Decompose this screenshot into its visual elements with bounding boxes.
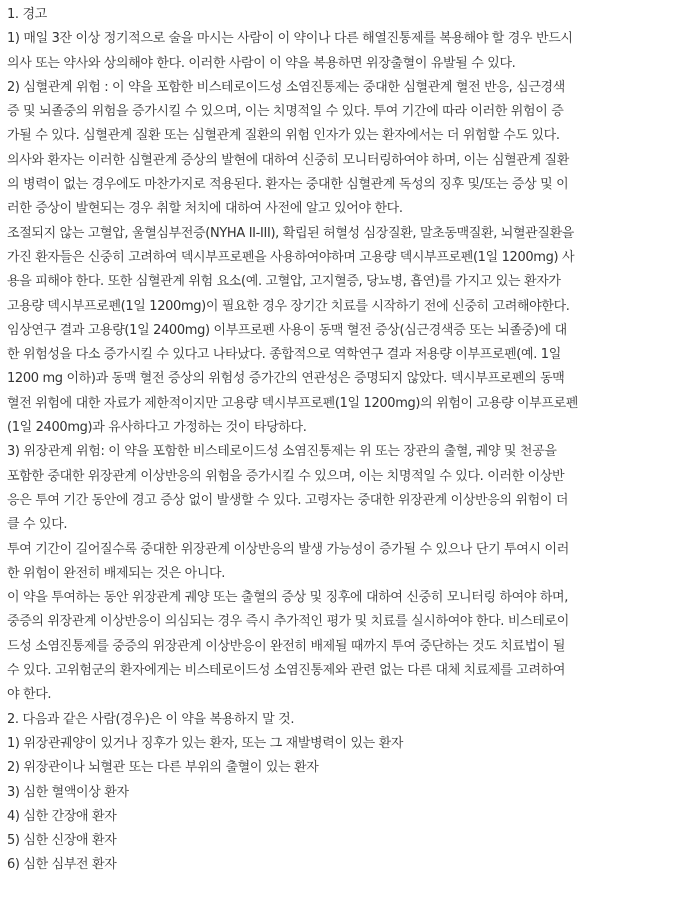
text-line: 의사 또는 약사와 상의해야 한다. 이러한 사람이 이 약을 복용하면 위장출혈이 유발될 수 있다. bbox=[7, 55, 516, 71]
text-line: 3) 위장관계 위험: 이 약을 포함한 비스테로이드성 소염진통제는 위 또는 장관의 출혈, 궤양 및 천공을 bbox=[7, 444, 557, 460]
list-item: 4) 심한 간장애 환자 bbox=[7, 808, 117, 824]
text-line: 증 및 뇌졸중의 위험을 증가시킬 수 있으며, 이는 치명적일 수 있다. 투여 기간에 따라 이러한 위험이 증 bbox=[7, 104, 564, 120]
text-line: 수 있다. 고위험군의 환자에게는 비스테로이드성 소염진통제와 관련 없는 다른 대체 치료제를 고려하여 bbox=[7, 663, 566, 679]
text-line: 러한 증상이 발현되는 경우 취할 처치에 대하여 사전에 알고 있어야 한다. bbox=[7, 201, 403, 217]
text-line: 한 위험성을 다소 증가시킬 수 있다고 나타났다. 종합적으로 역학연구 결과 저용량 이부프로펜(예. 1일 bbox=[7, 347, 561, 363]
text-line: 2) 심혈관계 위험 : 이 약을 포함한 비스테로이드성 소염진통제는 중대한 심혈관계 혈전 반응, 심근경색 bbox=[7, 79, 565, 95]
text-line: 혈전 위험에 대한 자료가 제한적이지만 고용량 덱시부프로펜(1일 1200mg)의 위험이 고용량 이부프로펜 bbox=[7, 395, 578, 411]
text-line: 용을 피해야 한다. 또한 심혈관계 위험 요소(예. 고혈압, 고지혈증, 당뇨병, 흡연)를 가지고 있는 환자가 bbox=[7, 274, 561, 290]
text-line: 투여 기간이 길어질수록 중대한 위장관계 이상반응의 발생 가능성이 증가될 수 있으나 단기 투여시 이러 bbox=[7, 541, 569, 557]
text-line: 가진 환자들은 신중히 고려하여 덱시부프로펜을 사용하여야하며 고용량 덱시부프로펜(1일 1200mg) 사 bbox=[7, 249, 575, 265]
text-line: 1200 mg 이하)과 동맥 혈전 증상의 위험성 증가간의 연관성은 증명되지 않았다. 덱시부프로펜의 동맥 bbox=[7, 371, 565, 387]
text-line: 야 한다. bbox=[7, 687, 52, 703]
list-item: 6) 심한 심부전 환자 bbox=[7, 857, 117, 873]
text-line: 이 약을 투여하는 동안 위장관계 궤양 또는 출혈의 증상 및 징후에 대하여 신중히 모니터링 하여야 하며, bbox=[7, 590, 569, 606]
text-line: 클 수 있다. bbox=[7, 517, 68, 533]
text-line: (1일 2400mg)과 유사하다고 가정하는 것이 타당하다. bbox=[7, 420, 307, 436]
list-item: 1) 위장관궤양이 있거나 징후가 있는 환자, 또는 그 재발병력이 있는 환자 bbox=[7, 735, 404, 751]
list-item: 2) 위장관이나 뇌혈관 또는 다른 부위의 출혈이 있는 환자 bbox=[7, 760, 319, 776]
text-line: 의사와 환자는 이러한 심혈관계 증상의 발현에 대하여 신중히 모니터링하여야 하며, 이는 심혈관계 질환 bbox=[7, 152, 569, 168]
section-heading-contraindications: 2. 다음과 같은 사람(경우)은 이 약을 복용하지 말 것. bbox=[7, 711, 295, 727]
text-line: 1) 매일 3잔 이상 정기적으로 술을 마시는 사람이 이 약이나 다른 해열진통제를 복용해야 할 경우 반드시 bbox=[7, 31, 573, 47]
text-line: 임상연구 결과 고용량(1일 2400mg) 이부프로펜 사용이 동맥 혈전 증상(심근경색증 또는 뇌졸중)에 대 bbox=[7, 322, 567, 338]
list-item: 5) 심한 신장애 환자 bbox=[7, 833, 117, 849]
text-line: 가될 수 있다. 심혈관계 질환 또는 심혈관계 질환의 위험 인자가 있는 환자에서는 더 위험할 수도 있다. bbox=[7, 128, 560, 144]
text-line: 조절되지 않는 고혈압, 울혈심부전증(NYHA II-III), 확립된 허혈성 심장질환, 말초동맥질환, 뇌혈관질환을 bbox=[7, 225, 575, 241]
text-line: 포함한 중대한 위장관계 이상반응의 위험을 증가시킬 수 있으며, 이는 치명적일 수 있다. 이러한 이상반 bbox=[7, 468, 565, 484]
text-line: 드성 소염진통제를 중증의 위장관계 이상반응이 완전히 배제될 때까지 투여 중단하는 것도 치료법이 될 bbox=[7, 638, 566, 654]
text-line: 중증의 위장관계 이상반응이 의심되는 경우 즉시 추가적인 평가 및 치료를 실시하여야 한다. 비스테로이 bbox=[7, 614, 569, 630]
text-line: 한 위험이 완전히 배제되는 것은 아니다. bbox=[7, 565, 226, 581]
list-item: 3) 심한 혈액이상 환자 bbox=[7, 784, 129, 800]
text-line: 의 병력이 없는 경우에도 마찬가지로 적용된다. 환자는 중대한 심혈관계 독성의 징후 및/또는 증상 및 이 bbox=[7, 177, 569, 193]
text-line: 응은 투여 기간 동안에 경고 증상 없이 발생할 수 있다. 고령자는 중대한 위장관계 이상반응의 위험이 더 bbox=[7, 492, 569, 508]
section-heading-warning: 1. 경고 bbox=[7, 7, 47, 22]
text-line: 고용량 덱시부프로펜(1일 1200mg)이 필요한 경우 장기간 치료를 시작하기 전에 신중히 고려해야한다. bbox=[7, 298, 570, 314]
